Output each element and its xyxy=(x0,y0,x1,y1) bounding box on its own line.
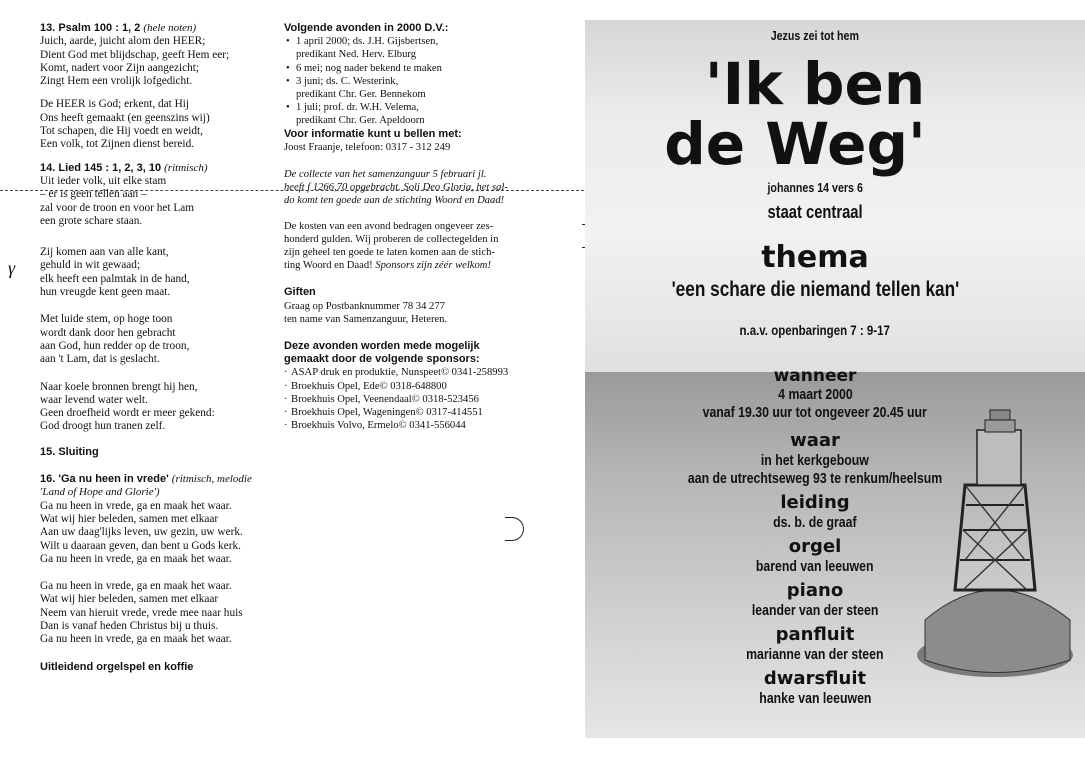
text-line: elk heeft een palmtak in de hand, xyxy=(40,272,190,285)
text-line: Een volk, tot Zijnen dienst bereid. xyxy=(40,138,195,151)
text-line: Juich, aarde, juicht alom den HEER; xyxy=(40,35,206,48)
place-line-1: in het kerkgebouw xyxy=(760,452,869,469)
panfluit-name: marianne van der steen xyxy=(746,646,884,663)
text-line: Komt, nadert voor Zijn aangezicht; xyxy=(40,61,200,74)
piano-name: leander van der steen xyxy=(751,602,879,619)
text-line: Geen droefheid wordt er meer gekend: xyxy=(40,407,215,420)
text-line: een grote schare staan. xyxy=(40,214,143,227)
text-line: Graag op Postbanknummer 78 34 277 xyxy=(284,300,445,312)
vrede-stanza-1 xyxy=(40,500,270,566)
list-item xyxy=(291,380,534,393)
list-item xyxy=(291,406,534,419)
lied-heading: 14. Lied 145 : 1, 2, 3, 10 (ritmisch) xyxy=(40,161,208,174)
list-item-line: Broekhuis Opel, Veenendaal xyxy=(291,393,412,405)
list-item xyxy=(291,419,534,432)
list-item-line: • 1 april 2000; ds. J.H. Gijsbertsen, xyxy=(296,36,439,48)
list-item-line: © 0318-523456 xyxy=(411,393,479,405)
giften-heading: Giften xyxy=(284,286,316,299)
collecte-note xyxy=(284,168,534,208)
text-line: Ga nu heen in vrede, ga en maak het waar. xyxy=(40,580,232,593)
text-line: Uit ieder volk, uit elke stam xyxy=(40,174,167,187)
text-line: Ga nu heen in vrede, ga en maak het waar. xyxy=(40,552,232,565)
thema-label: thema xyxy=(761,240,869,275)
lied-stanza-2 xyxy=(40,246,270,299)
dwarsfluit-name: hanke van leeuwen xyxy=(758,690,872,707)
nav-reference: n.a.v. openbaringen 7 : 9-17 xyxy=(739,322,891,338)
text-line: Dan is vanaf heden Christus bij u thuis. xyxy=(40,619,219,632)
text-line: Wat wij hier beleden, samen met elkaar xyxy=(40,593,219,606)
lied-stanza-3 xyxy=(40,313,270,366)
list-item-line: Broekhuis Volvo, Ermelo xyxy=(291,420,399,432)
staat-centraal: staat centraal xyxy=(767,202,863,222)
bible-reference: johannes 14 vers 6 xyxy=(767,180,863,195)
text-line: wordt dank door hen gebracht xyxy=(40,326,176,339)
avonden-list xyxy=(284,35,534,127)
event-time: vanaf 19.30 uur tot ongeveer 20.45 uur xyxy=(702,404,928,421)
text-line: Wilt u daaraan geven, dan bent u Gods kerk. xyxy=(40,539,241,552)
text-line: Aan uw daag'lijks leven, uw gezin, uw werk. xyxy=(40,526,243,539)
list-item-line: • 6 mei; nog nader bekend te maken xyxy=(296,62,442,74)
list-item xyxy=(296,101,534,127)
main-title-line-2: de Weg' xyxy=(664,110,926,178)
text-line: Tot schapen, die Hij voedt en weidt, xyxy=(40,125,203,138)
list-item-line: predikant Chr. Ger. Apeldoorn xyxy=(296,115,425,127)
text-line: ten name van Samenzanguur, Heteren. xyxy=(284,313,448,325)
text-line: waar levend water welt. xyxy=(40,393,148,406)
sponsors-list xyxy=(284,366,534,432)
sponsors-welcome: Sponsors zijn zéér welkom! xyxy=(372,260,491,272)
list-item xyxy=(296,35,534,61)
text-line: – er is geen tellen aan – xyxy=(40,188,147,201)
waar-label: waar xyxy=(790,430,840,451)
lied-stanza-1 xyxy=(40,175,270,228)
list-item xyxy=(296,75,534,101)
kosten-lines xyxy=(284,220,534,273)
sluiting-heading: 15. Sluiting xyxy=(40,445,99,458)
list-item-line: © 0317-414551 xyxy=(415,407,483,419)
list-item-line: © 0318-648800 xyxy=(379,380,447,392)
text-line: Ons heeft gemaakt (en geenszins wij) xyxy=(40,111,210,124)
text-line: gehuld in wit gewaad; xyxy=(40,259,141,272)
kosten-text xyxy=(284,220,534,273)
info-column xyxy=(284,22,534,432)
vrede-stanza-2 xyxy=(40,580,270,646)
liturgy-column xyxy=(40,22,270,674)
wanneer-label: wanneer xyxy=(773,366,857,386)
text-line: heeft f 1266,70 opgebracht. Soli Deo Gloria, het sal- xyxy=(284,182,508,194)
intro-line: Jezus zei tot hem xyxy=(770,28,860,43)
psalm-heading: 13. Psalm 100 : 1, 2 (hele noten) xyxy=(40,22,197,34)
list-item-line: Broekhuis Opel, Wageningen xyxy=(291,407,416,419)
dwarsfluit-label: dwarsfluit xyxy=(763,668,867,689)
main-title-line-1: 'Ik ben xyxy=(704,50,926,118)
list-item xyxy=(296,62,534,75)
info-phone: Joost Fraanje, telefoon: 0317 - 312 249 xyxy=(284,141,451,153)
list-item xyxy=(291,366,534,379)
psalm-stanza-1 xyxy=(40,35,270,88)
closing-line: Uitleidend orgelspel en koffie xyxy=(40,660,194,673)
text-line: Met luide stem, op hoge toon xyxy=(40,313,173,326)
text-line: honderd gulden. Wij proberen de collectegelden in xyxy=(284,233,499,245)
psalm-stanza-2 xyxy=(40,98,270,151)
list-item-line: predikant Chr. Ger. Bennekom xyxy=(296,89,426,101)
place-line-2: aan de utrechtseweg 93 te renkum/heelsum xyxy=(687,470,943,487)
sponsors-heading xyxy=(284,340,534,366)
text-line: Ga nu heen in vrede, ga en maak het waar. xyxy=(40,633,232,646)
list-item-line: Broekhuis Opel, Ede xyxy=(291,380,380,392)
text-line: Ga nu heen in vrede, ga en maak het waar. xyxy=(40,499,232,512)
text-line: Zingt Hem een vrolijk lofgedicht. xyxy=(40,75,193,88)
text-line: Dient God met blijdschap, geeft Hem eer; xyxy=(40,48,230,61)
text-line: De kosten van een avond bedragen ongeveer zes- xyxy=(284,220,494,232)
panfluit-label: panfluit xyxy=(775,624,855,645)
text-line: De HEER is God; erkent, dat Hij xyxy=(40,98,190,111)
text-line: aan God, hun redder op de troon, xyxy=(40,339,190,352)
cover-panel xyxy=(585,20,1085,738)
leiding-name: ds. b. de graaf xyxy=(773,514,857,531)
text-line: zal voor de troon en voor het Lam xyxy=(40,201,195,214)
list-item-line: predikant Ned. Herv. Elburg xyxy=(296,49,417,61)
handwritten-mark: γ xyxy=(8,258,16,278)
giften-text xyxy=(284,300,534,326)
list-item-line: • 3 juni; ds. C. Westerink, xyxy=(296,75,399,87)
text-line: do komt ten goede aan de stichting Woord en Daad! xyxy=(284,195,505,207)
text-line: Neem van hieruit vrede, vrede mee naar huis xyxy=(40,606,243,619)
text-line: aan 't Lam, dat is geslacht. xyxy=(40,353,160,366)
list-item-line: © 0341-258993 xyxy=(440,367,509,379)
piano-label: piano xyxy=(786,580,844,601)
text-line: Naar koele bronnen brengt hij hen, xyxy=(40,380,198,393)
orgel-label: orgel xyxy=(788,536,842,557)
event-date: 4 maart 2000 xyxy=(777,386,853,403)
text-line: hun vreugde kent geen maat. xyxy=(40,286,171,299)
text-line: gemaakt door de volgende sponsors: xyxy=(284,353,480,366)
text-line: God droogt hun tranen zelf. xyxy=(40,420,166,433)
list-item-line: © 0341-556044 xyxy=(398,420,466,432)
text-line: Wat wij hier beleden, samen met elkaar xyxy=(40,512,219,525)
text-line: De collecte van het samenzanguur 5 februari jl. xyxy=(284,169,487,181)
orgel-name: barend van leeuwen xyxy=(756,558,874,575)
list-item-line: ASAP druk en produktie, Nunspeet xyxy=(291,367,441,379)
lied-stanza-4 xyxy=(40,381,270,434)
info-heading: Voor informatie kunt u bellen met: xyxy=(284,127,462,140)
list-item xyxy=(291,393,534,406)
text-line: Deze avonden worden mede mogelijk xyxy=(284,340,480,353)
text-line: ting Woord en Daad! Sponsors zijn zéér welkom! xyxy=(284,260,491,272)
punch-hole-bottom xyxy=(505,517,524,541)
list-item-line: • 1 juli; prof. dr. W.H. Velema, xyxy=(296,102,419,114)
avonden-heading: Volgende avonden in 2000 D.V.: xyxy=(284,22,449,34)
vrede-heading: 16. 'Ga nu heen in vrede' (ritmisch, melodie 'Land of Hope and Glorie') xyxy=(40,473,252,499)
text-line: Zij komen aan van alle kant, xyxy=(40,246,169,259)
leiding-label: leiding xyxy=(780,492,850,513)
thema-text: 'een schare die niemand tellen kan' xyxy=(671,278,959,301)
text-line: zijn geheel ten goede te laten komen aan de stich- xyxy=(284,247,495,259)
